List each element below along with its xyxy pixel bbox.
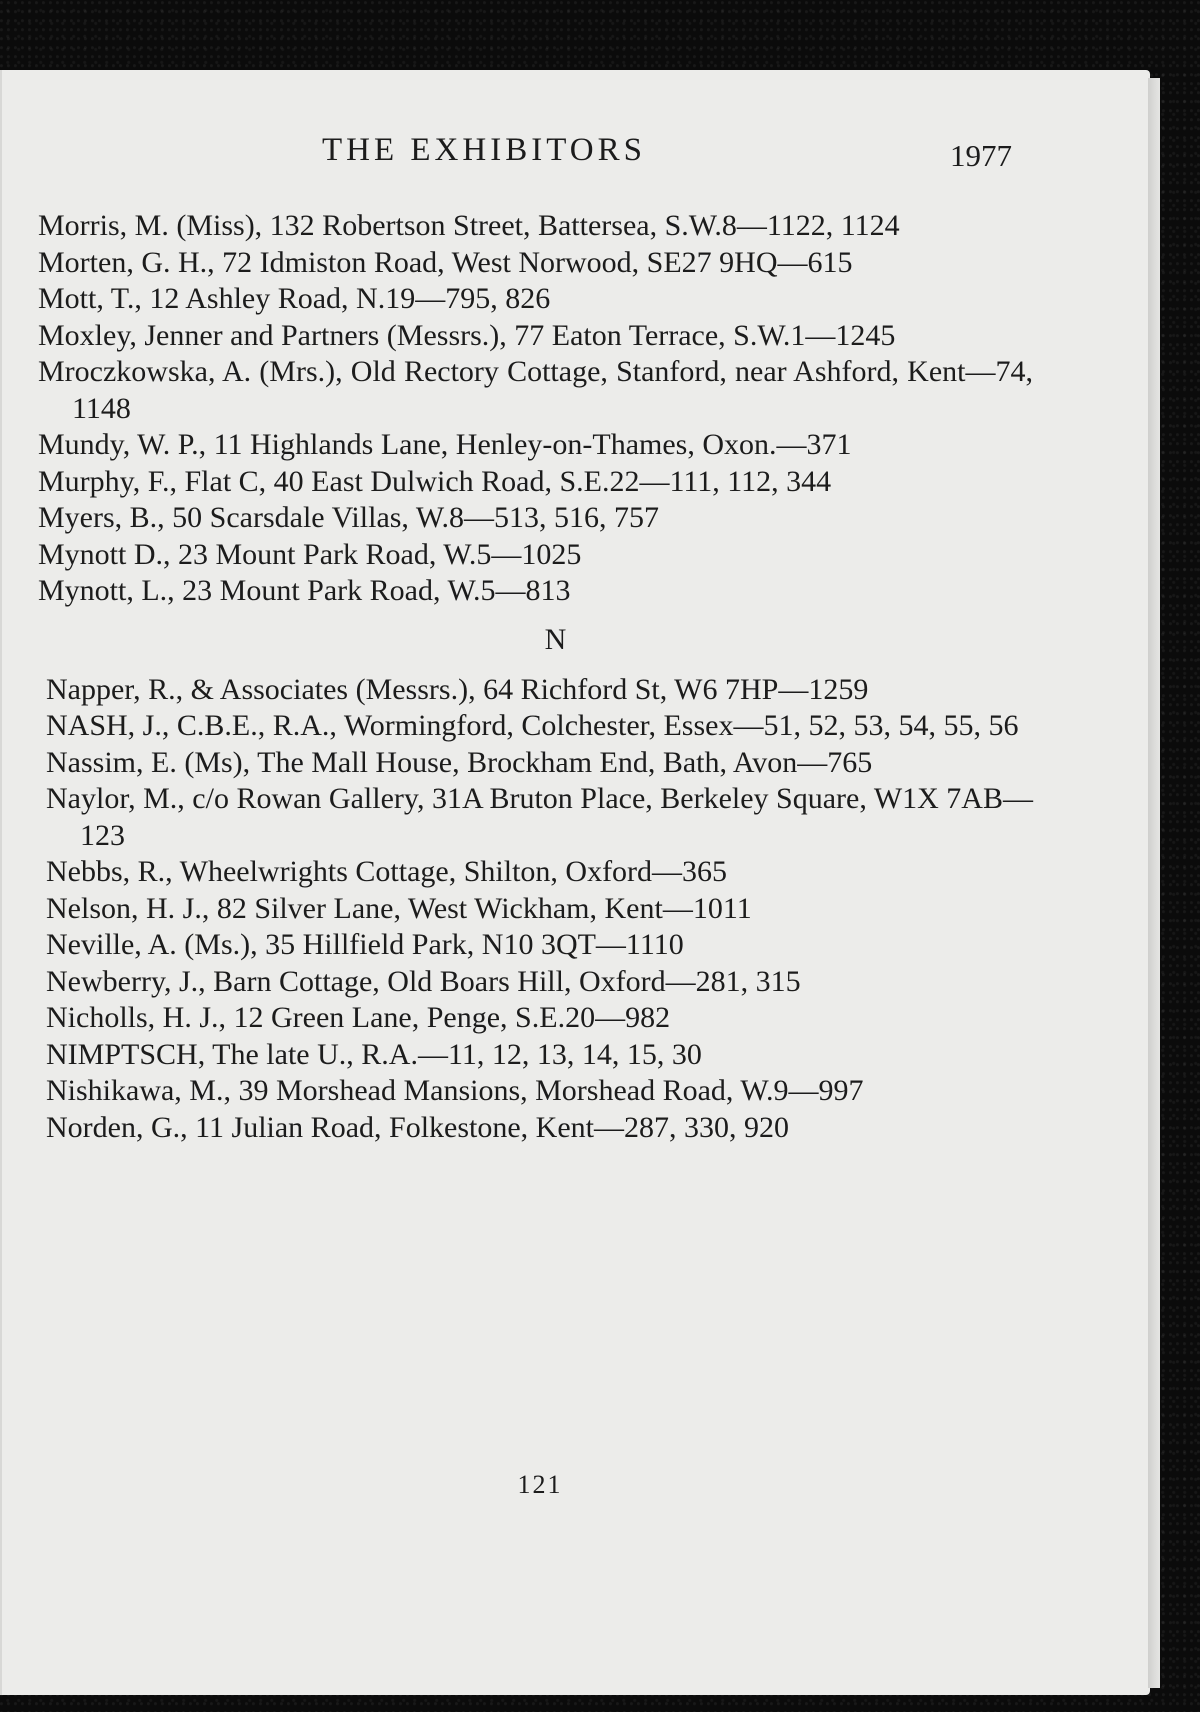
list-item: Mott, T., 12 Ashley Road, N.19—795, 826: [38, 282, 551, 315]
list-item: Newberry, J., Barn Cottage, Old Boars Hill, Oxford—281, 315: [46, 964, 801, 998]
list-item: Nishikawa, M., 39 Morshead Mansions, Morshead Road, W.9—997: [46, 1074, 864, 1107]
list-item: Mroczkowska, A. (Mrs.), Old Rectory Cottage, Stanford, near Ashford, Kent—74, 1148: [38, 355, 1033, 425]
page-header: [0, 132, 1040, 172]
list-item: Mundy, W. P., 11 Highlands Lane, Henley-on-Thames, Oxon.—371: [38, 428, 852, 461]
section-letter: N: [544, 622, 567, 656]
list-item: Morris, M. (Miss), 132 Robertson Street, Battersea, S.W.8—1122, 1124: [38, 209, 900, 242]
page-year: 1977: [950, 138, 1012, 173]
list-item: Naylor, M., c/o Rowan Gallery, 31A Bruton Place, Berkeley Square, W1X 7AB—123: [46, 782, 1033, 852]
list-item: Norden, G., 11 Julian Road, Folkestone, Kent—287, 330, 920: [46, 1110, 789, 1144]
list-item: Nelson, H. J., 82 Silver Lane, West Wickham, Kent—1011: [46, 891, 752, 925]
list-item: Murphy, F., Flat C, 40 East Dulwich Road, S.E.22—111, 112, 344: [38, 464, 832, 498]
list-item: Nebbs, R., Wheelwrights Cottage, Shilton, Oxford—365: [46, 855, 728, 888]
list-item: Moxley, Jenner and Partners (Messrs.), 77 Eaton Terrace, S.W.1—1245: [38, 318, 896, 352]
list-item: Myers, B., 50 Scarsdale Villas, W.8—513, 516, 757: [38, 501, 659, 534]
list-item: Mynott D., 23 Mount Park Road, W.5—1025: [38, 537, 582, 571]
list-item: Mynott, L., 23 Mount Park Road, W.5—813: [38, 574, 571, 607]
list-item: NASH, J., C.B.E., R.A., Wormingford, Colchester, Essex—51, 52, 53, 54, 55, 56: [46, 709, 1019, 742]
list-item: Neville, A. (Ms.), 35 Hillfield Park, N10 3QT—1110: [46, 928, 684, 961]
exhibitor-list: [38, 208, 1033, 1146]
list-item: NIMPTSCH, The late U., R.A.—11, 12, 13, 14, 15, 30: [46, 1037, 702, 1071]
list-item: Napper, R., & Associates (Messrs.), 64 Richford St, W6 7HP—1259: [46, 672, 869, 706]
list-item: Nicholls, H. J., 12 Green Lane, Penge, S.E.20—982: [46, 1001, 671, 1034]
list-item: Morten, G. H., 72 Idmiston Road, West Norwood, SE27 9HQ—615: [38, 245, 853, 279]
list-item: Nassim, E. (Ms), The Mall House, Brockham End, Bath, Avon—765: [46, 745, 873, 779]
page-number: 121: [517, 1470, 563, 1499]
running-title: THE EXHIBITORS: [322, 132, 646, 168]
